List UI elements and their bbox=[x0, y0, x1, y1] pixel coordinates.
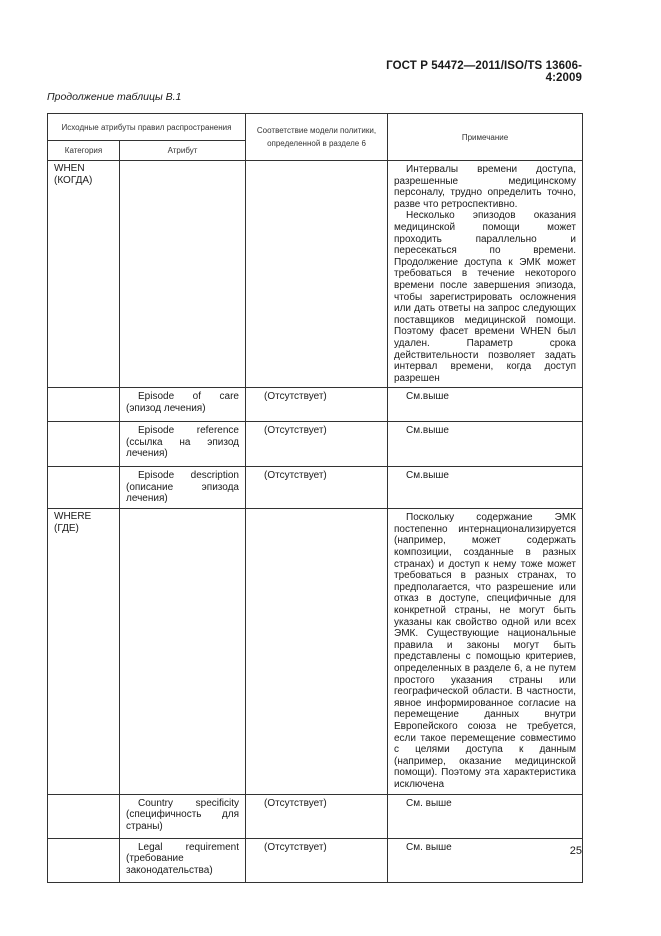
attribute-text: Episode of care (эпизод лечения) bbox=[126, 391, 239, 414]
policy-text: (Отсутствует) bbox=[264, 425, 327, 437]
note-paragraph: Интервалы времени доступа, разрешенные медицинскому персоналу, трудно определить точно, разве что ретроспективно. bbox=[394, 164, 576, 210]
distribution-rules-table bbox=[47, 113, 583, 883]
note-paragraph: См. выше bbox=[406, 841, 452, 853]
note-paragraph: Поскольку содержание ЭМК постепенно интернационализируется (например, может содержать композиции, созданные в разных странах) и доступ к нему тоже может требоваться в разных странах, то предполагается, что разрешение или отказ в доступе, специфичные для конкретной страны, не могут быть указаны как свойство одной или всех ЭМК. Существующие национальные правила и законы могут быть представлены с помощью критериев, определенных в разделе 6, а не путем простого указания страны или географической области. В частности, явное информированное согласие на перемещение данных внутри Европейского союза не требуется, если такое перемещение совместимо с целями доступа к данным (например, оказание медицинской помощи). Поэтому эта характеристика исключена bbox=[394, 512, 576, 790]
table-row bbox=[48, 161, 583, 388]
category-text: (ГДЕ) bbox=[54, 522, 79, 534]
note-paragraph: См. выше bbox=[406, 797, 452, 809]
header-policy-correspondence: Соответствие модели политики, определенной в разделе 6 bbox=[246, 114, 388, 161]
cell-category bbox=[48, 509, 120, 794]
cell-policy bbox=[246, 509, 388, 794]
table-caption: Продолжение таблицы В.1 bbox=[47, 91, 182, 103]
table-row bbox=[48, 794, 583, 838]
cell-note bbox=[388, 388, 583, 422]
cell-category bbox=[48, 838, 120, 882]
header-category: Категория bbox=[48, 141, 120, 161]
policy-text: (Отсутствует) bbox=[264, 391, 327, 403]
cell-attribute bbox=[120, 422, 246, 467]
note-paragraph: См.выше bbox=[406, 425, 449, 437]
cell-category bbox=[48, 794, 120, 838]
note-paragraph: См.выше bbox=[406, 470, 449, 482]
policy-text: (Отсутствует) bbox=[264, 797, 327, 809]
cell-note bbox=[388, 794, 583, 838]
policy-text: (Отсутствует) bbox=[264, 470, 327, 482]
cell-attribute bbox=[120, 467, 246, 509]
table-row bbox=[48, 509, 583, 794]
header-note: Примечание bbox=[388, 114, 583, 161]
cell-note bbox=[388, 509, 583, 794]
cell-attribute bbox=[120, 161, 246, 388]
cell-category bbox=[48, 388, 120, 422]
cell-attribute bbox=[120, 509, 246, 794]
header-group-original-attributes: Исходные атрибуты правил распространения bbox=[48, 114, 246, 141]
note-paragraph: Несколько эпизодов оказания медицинской помощи может проходить параллельно и пересекаться по времени. Продолжение доступа к ЭМК может требоваться в течение некоторого времени после завершения эпизода, чтобы зарегистрировать осложнения или дать ответы на запрос следующих поставщиков медицинской помощи. Поэтому фасет времени WHEN был удален. Параметр срока действительности позволяет задать интервал времени, когда доступ разрешен bbox=[394, 210, 576, 384]
attribute-text: Episode description (описание эпизода лечения) bbox=[126, 470, 239, 505]
cell-category bbox=[48, 467, 120, 509]
table-row bbox=[48, 467, 583, 509]
cell-policy bbox=[246, 838, 388, 882]
cell-attribute bbox=[120, 794, 246, 838]
document-standard-header: ГОСТ Р 54472—2011/ISO/TS 13606-4:2009 bbox=[386, 60, 582, 84]
cell-note bbox=[388, 838, 583, 882]
category-text: WHEN bbox=[54, 163, 85, 174]
cell-attribute bbox=[120, 838, 246, 882]
table-row bbox=[48, 838, 583, 882]
cell-category bbox=[48, 161, 120, 388]
policy-text: (Отсутствует) bbox=[264, 841, 327, 853]
cell-policy bbox=[246, 161, 388, 388]
category-text: (КОГДА) bbox=[54, 174, 93, 186]
cell-policy bbox=[246, 467, 388, 509]
attribute-text: Legal requirement (требование законодательства) bbox=[126, 841, 239, 876]
table-row bbox=[48, 422, 583, 467]
cell-category bbox=[48, 422, 120, 467]
cell-attribute bbox=[120, 388, 246, 422]
header-attribute: Атрибут bbox=[120, 141, 246, 161]
cell-policy bbox=[246, 422, 388, 467]
attribute-text: Country specificity (специфичность для страны) bbox=[126, 797, 239, 832]
category-text: WHERE bbox=[54, 511, 92, 523]
cell-note bbox=[388, 422, 583, 467]
attribute-text: Episode reference (ссылка на эпизод лечения) bbox=[126, 425, 239, 460]
table-row bbox=[48, 388, 583, 422]
cell-policy bbox=[246, 388, 388, 422]
cell-note bbox=[388, 467, 583, 509]
note-paragraph: См.выше bbox=[406, 391, 449, 403]
page-number: 25 bbox=[569, 845, 582, 857]
cell-policy bbox=[246, 794, 388, 838]
cell-note bbox=[388, 161, 583, 388]
